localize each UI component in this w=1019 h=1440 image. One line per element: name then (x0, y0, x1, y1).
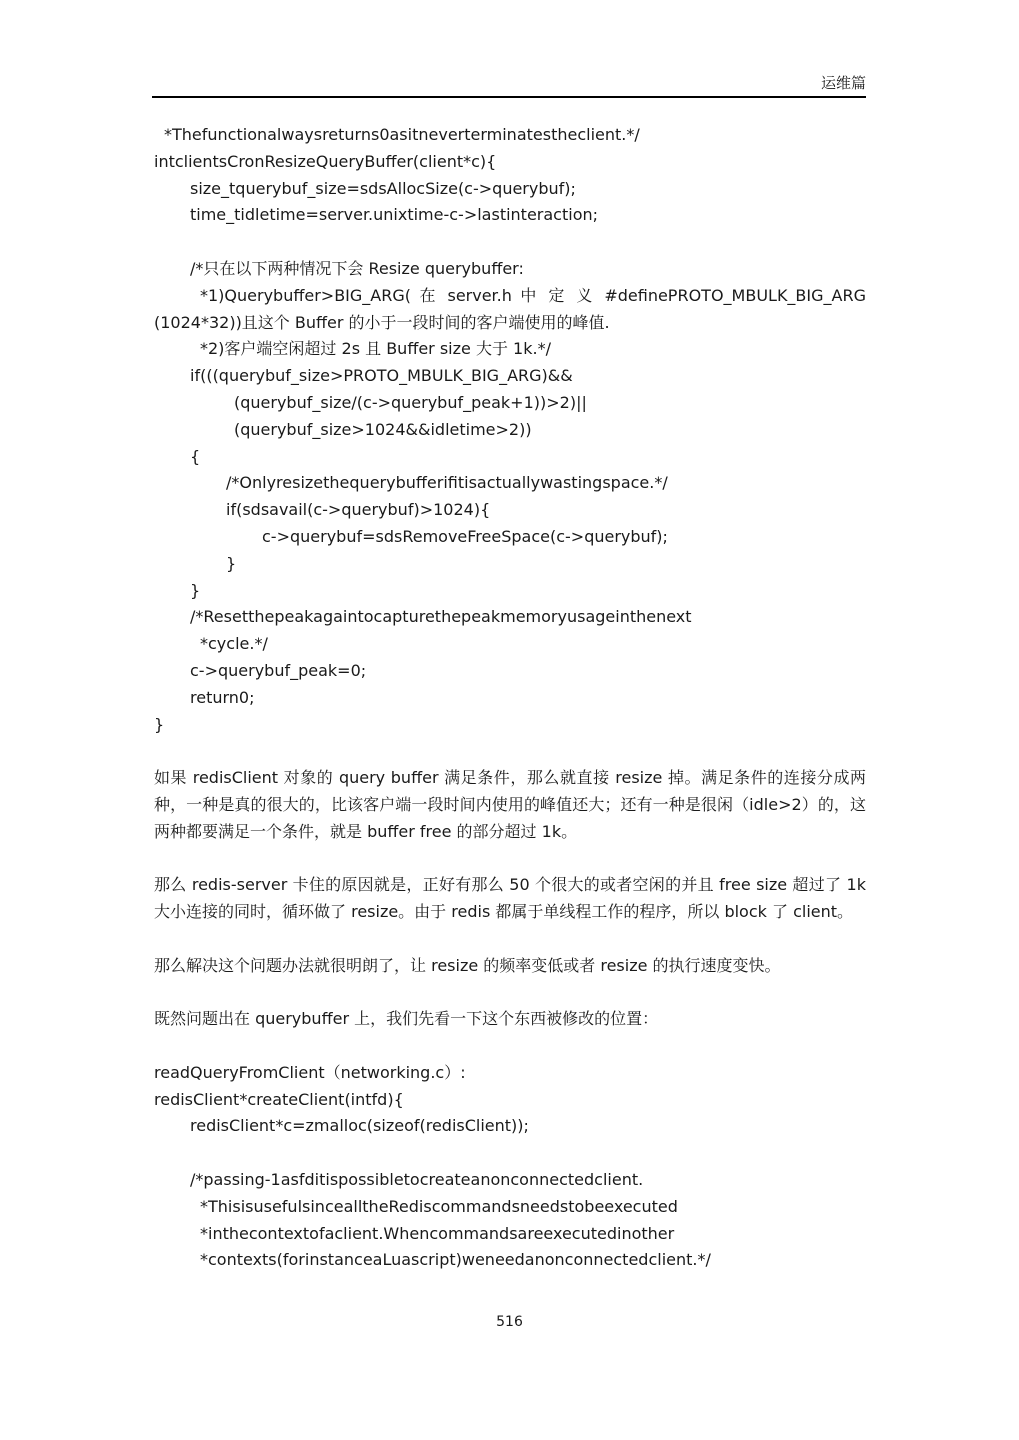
blank-line (154, 980, 866, 1007)
code-line: return0; (190, 687, 255, 707)
blank-line (154, 1033, 866, 1060)
code-line: /*passing-1asfditispossibletocreateanonconnectedclient. (190, 1170, 644, 1190)
code-line: redisClient*c=zmalloc(sizeof(redisClient)); (190, 1116, 529, 1136)
code-line: intclientsCronResizeQueryBuffer(client*c){ (154, 151, 497, 171)
paragraph: 那么解决这个问题办法就很明朗了，让 resize 的频率变低或者 resize 的执行速度变快。 (154, 955, 781, 975)
paragraph: 那么 redis-server 卡住的原因就是，正好有那么 50 个很大的或者空闲的并且 free size 超过了 1k 大小连接的同时，循环做了 resize。由于 redis 都属于单线程工作的程序，所以 block 了 client。 (154, 875, 866, 922)
page-number: 516 (496, 1314, 523, 1330)
paragraph: 既然问题出在 querybuffer 上，我们先看一下这个东西被修改的位置： (154, 1009, 659, 1029)
header-title: 运维篇 (820, 74, 866, 92)
blank-line (154, 846, 866, 873)
code-line: } (190, 580, 201, 600)
page-content (154, 122, 866, 1274)
code-line: *ThisisusefulsincealltheRediscommandsneedstobeexecuted (200, 1196, 678, 1216)
blank-line (154, 1140, 866, 1167)
code-line: time_tidletime=server.unixtime-c->lastinteraction; (190, 205, 599, 225)
blank-line (154, 738, 866, 765)
code-line: (querybuf_size/(c->querybuf_peak+1))>2)|| (234, 392, 587, 412)
code-line: } (154, 714, 165, 734)
code-line: *contexts(forinstanceaLuascript)weneedanonconnectedclient.*/ (200, 1250, 711, 1270)
page-header (152, 70, 866, 98)
code-line: c->querybuf=sdsRemoveFreeSpace(c->querybuf); (262, 526, 668, 546)
code-line: *cycle.*/ (200, 634, 268, 654)
code-line: /*Resetthepeakagaintocapturethepeakmemoryusageinthenext (190, 607, 692, 627)
blank-line (154, 926, 866, 953)
code-line: *1)Querybuffer>BIG_ARG( 在 server.h 中 定 义 #definePROTO_MBULK_BIG_ARG (200, 285, 866, 305)
code-line: size_tquerybuf_size=sdsAllocSize(c->querybuf); (190, 178, 576, 198)
code-line: if(sdsavail(c->querybuf)>1024){ (226, 500, 491, 520)
code-line: redisClient*createClient(intfd){ (154, 1089, 404, 1109)
code-line: /*Onlyresizethequerybufferifitisactuallywastingspace.*/ (226, 473, 668, 493)
code-line: } (226, 553, 237, 573)
code-line: { (190, 446, 201, 466)
paragraph: 如果 redisClient 对象的 query buffer 满足条件，那么就直接 resize 掉。满足条件的连接分成两种，一种是真的很大的，比该客户端一段时间内使用的峰值还大；还有一种是很闲（idle>2）的，这两种都要满足一个条件，就是 buffer free 的部分超过 1k。 (154, 768, 866, 841)
code-line: (querybuf_size>1024&&idletime>2)) (234, 419, 532, 439)
code-line: *2)客户端空闲超过 2s 且 Buffer size 大于 1k.*/ (200, 339, 551, 359)
code-line: *inthecontextofaclient.Whencommandsareexecutedinother (200, 1223, 675, 1243)
code-line: readQueryFromClient（networking.c）: (154, 1062, 466, 1082)
code-line: if(((querybuf_size>PROTO_MBULK_BIG_ARG)&& (190, 366, 573, 386)
blank-line (154, 229, 866, 256)
code-line: *Thefunctionalwaysreturns0asitneverterminatestheclient.*/ (164, 125, 640, 144)
code-line: c->querybuf_peak=0; (190, 660, 367, 680)
code-line: /*只在以下两种情况下会 Resize querybuffer: (190, 258, 524, 278)
code-line: (1024*32))且这个 Buffer 的小于一段时间的客户端使用的峰值. (154, 312, 610, 332)
